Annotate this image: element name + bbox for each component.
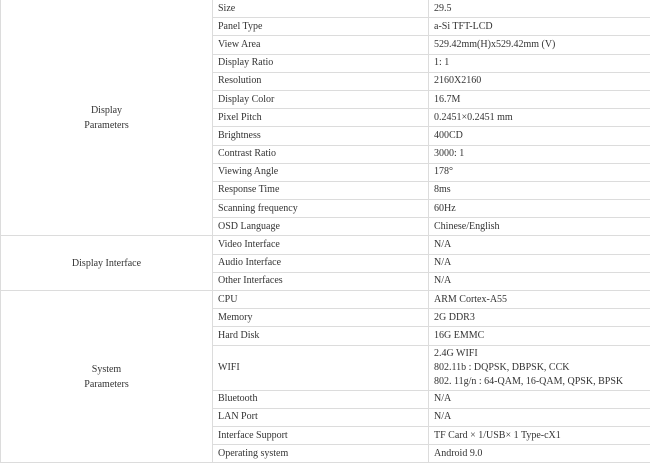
- section-title: [1, 0, 213, 236]
- spec-value: [429, 90, 650, 108]
- spec-table-body: [1, 0, 650, 463]
- spec-value-line: 2G DDR3: [434, 311, 475, 323]
- spec-value: [429, 426, 650, 444]
- spec-value: [429, 390, 650, 408]
- spec-value: [429, 291, 650, 309]
- spec-label: Video Interface: [213, 236, 429, 254]
- spec-label: WIFI: [213, 345, 429, 390]
- spec-value-line: 29.5: [434, 2, 452, 14]
- spec-value: [429, 254, 650, 272]
- spec-value-line: Android 9.0: [434, 447, 483, 459]
- spec-value-line: 2.4G WIFI: [434, 347, 478, 359]
- spec-value-line: ARM Cortex-A55: [434, 293, 508, 305]
- spec-label: Resolution: [213, 72, 429, 90]
- spec-label: Pixel Pitch: [213, 109, 429, 127]
- spec-value-line: 2160X2160: [434, 75, 482, 87]
- spec-value: [429, 309, 650, 327]
- spec-value: [429, 18, 650, 36]
- spec-label: LAN Port: [213, 408, 429, 426]
- spec-value-line: 529.42mm(H)x529.42mm (V): [434, 38, 556, 50]
- spec-value-line: 8ms: [434, 184, 451, 196]
- spec-value-line: 16.7M: [434, 93, 461, 105]
- spec-value: [429, 345, 650, 390]
- spec-label: View Area: [213, 36, 429, 54]
- spec-value-line: 178°: [434, 166, 453, 178]
- spec-row: [1, 236, 650, 254]
- spec-value: [429, 163, 650, 181]
- spec-value-line: 3000: 1: [434, 148, 465, 160]
- spec-label: Viewing Angle: [213, 163, 429, 181]
- spec-value-line: 16G EMMC: [434, 329, 485, 341]
- spec-row: [1, 0, 650, 18]
- spec-label: Audio Interface: [213, 254, 429, 272]
- spec-value-line: N/A: [434, 411, 452, 423]
- spec-value: [429, 327, 650, 345]
- spec-value: [429, 127, 650, 145]
- spec-value-line: TF Card × 1/USB× 1 Type-cX1: [434, 429, 561, 441]
- spec-label: OSD Language: [213, 218, 429, 236]
- section-title-line: Display: [90, 104, 123, 116]
- spec-label: Response Time: [213, 181, 429, 199]
- spec-label: Display Ratio: [213, 54, 429, 72]
- spec-label: Contrast Ratio: [213, 145, 429, 163]
- spec-label: Bluetooth: [213, 390, 429, 408]
- section-title-line: Display Interface: [71, 257, 142, 269]
- spec-label: Operating system: [213, 445, 429, 463]
- spec-value-line: 60Hz: [434, 202, 456, 214]
- spec-value-line: 802. 11g/n : 64-QAM, 16-QAM, QPSK, BPSK: [434, 375, 624, 387]
- spec-label: Hard Disk: [213, 327, 429, 345]
- spec-value: [429, 109, 650, 127]
- spec-label: Other Interfaces: [213, 272, 429, 290]
- spec-value-line: N/A: [434, 239, 452, 251]
- spec-value: [429, 145, 650, 163]
- spec-label: Panel Type: [213, 18, 429, 36]
- spec-label: Interface Support: [213, 426, 429, 444]
- spec-value-line: 0.2451×0.2451 mm: [434, 111, 513, 123]
- spec-value: [429, 408, 650, 426]
- spec-value: [429, 181, 650, 199]
- spec-value: [429, 445, 650, 463]
- spec-value: [429, 200, 650, 218]
- section-title: [1, 236, 213, 291]
- spec-value: [429, 218, 650, 236]
- section-title-line: Parameters: [84, 119, 129, 131]
- spec-value-line: 1: 1: [434, 57, 450, 69]
- spec-value: [429, 0, 650, 18]
- spec-label: Memory: [213, 309, 429, 327]
- section-title: [1, 291, 213, 463]
- spec-label: CPU: [213, 291, 429, 309]
- spec-value: [429, 36, 650, 54]
- spec-value: [429, 272, 650, 290]
- spec-row: [1, 291, 650, 309]
- spec-value: [429, 236, 650, 254]
- spec-value-line: 400CD: [434, 129, 463, 141]
- section-title-line: System: [91, 363, 122, 375]
- spec-value-line: a-Si TFT-LCD: [434, 20, 493, 32]
- spec-label: Size: [213, 0, 429, 18]
- spec-value-line: 802.11b : DQPSK, DBPSK, CCK: [434, 361, 570, 373]
- spec-value-line: N/A: [434, 393, 452, 405]
- spec-label: Display Color: [213, 90, 429, 108]
- spec-value-line: N/A: [434, 257, 452, 269]
- spec-label: Brightness: [213, 127, 429, 145]
- section-title-line: Parameters: [84, 378, 129, 390]
- spec-label: Scanning frequency: [213, 200, 429, 218]
- spec-value-line: N/A: [434, 275, 452, 287]
- spec-value-line: Chinese/English: [434, 220, 500, 232]
- spec-value: [429, 72, 650, 90]
- spec-value: [429, 54, 650, 72]
